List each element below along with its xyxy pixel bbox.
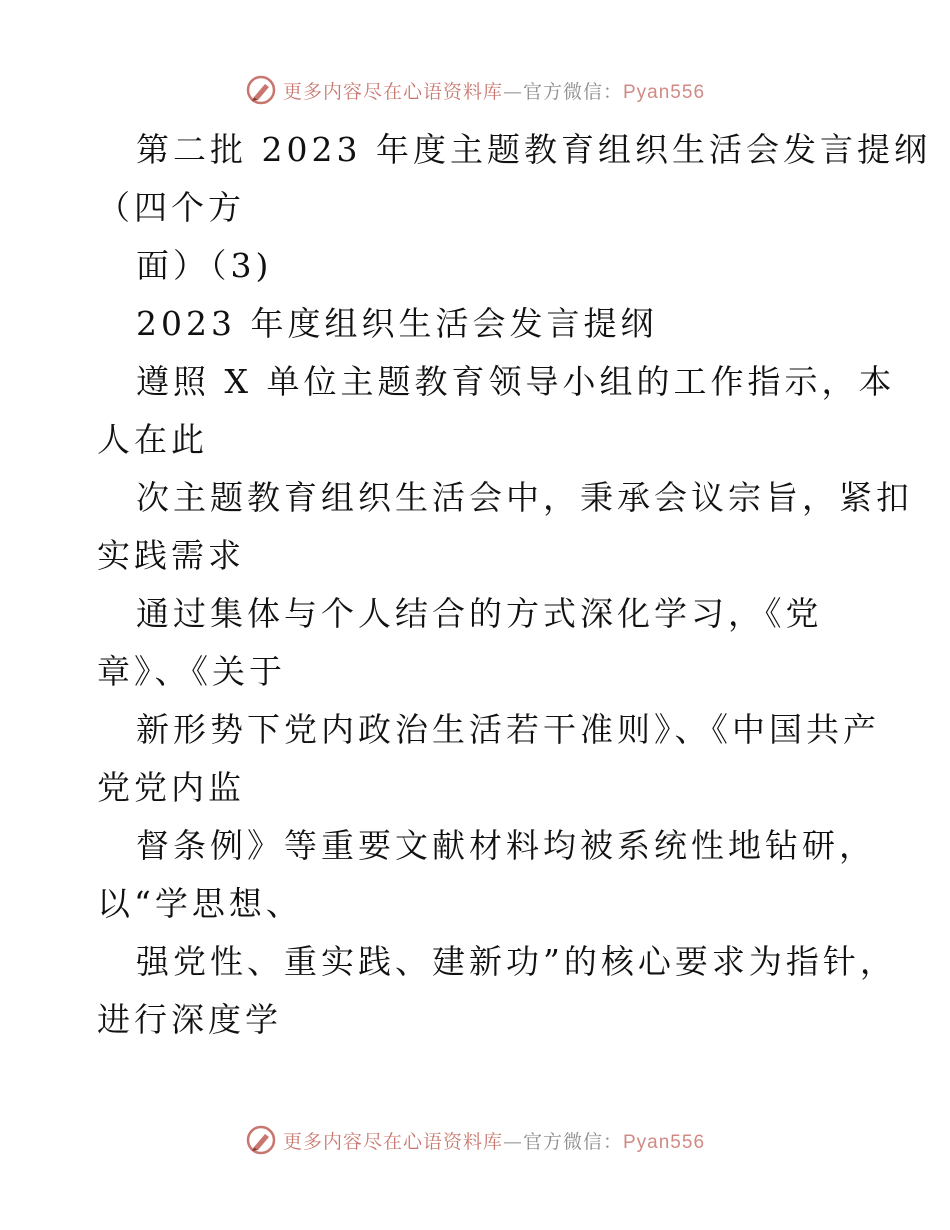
watermark-separator: — [502, 1130, 523, 1153]
watermark-label: 官方微信： [522, 1130, 623, 1153]
pen-logo-icon [245, 1124, 277, 1156]
footer-watermark [0, 1120, 950, 1160]
watermark-separator: — [502, 80, 523, 103]
pen-logo-icon [245, 74, 277, 106]
document-line: 遵照 X 单位主题教育领导小组的工作指示，本 [136, 362, 896, 401]
watermark-main-text: 更多内容尽在心语资料库 [282, 1130, 503, 1153]
document-line: 实践需求 [97, 536, 245, 575]
document-line: 次主题教育组织生活会中，秉承会议宗旨，紧扣 [136, 478, 913, 517]
watermark-wechat-id: Pyan556 [623, 1131, 706, 1153]
document-line: 进行深度学 [97, 1000, 282, 1039]
header-watermark [0, 70, 950, 110]
document-body [97, 121, 931, 1049]
watermark-main-text: 更多内容尽在心语资料库 [282, 80, 503, 103]
document-line: 督条例》等重要文献材料均被系统性地钻研， [136, 826, 876, 865]
watermark-text [283, 1127, 705, 1154]
document-line: 新形势下党内政治生活若干准则》、《中国共产 [136, 710, 880, 749]
watermark-text [283, 77, 705, 104]
watermark-wechat-id: Pyan556 [623, 81, 706, 103]
watermark-label: 官方微信： [522, 80, 623, 103]
document-line: 人在此 [97, 420, 208, 459]
document-line: 章》、《关于 [97, 652, 286, 691]
document-line: 通过集体与个人结合的方式深化学习，《党 [136, 594, 823, 633]
document-line: 以“学思想、 [97, 884, 303, 923]
document-line: 第二批 2023 年度主题教育组织生活会发言提纲 [136, 130, 931, 169]
document-line: 2023 年度组织生活会发言提纲 [136, 304, 658, 343]
document-line: 党党内监 [97, 768, 245, 807]
document-line: 面）（3) [136, 246, 273, 285]
document-line: 强党性、重实践、建新功”的核心要求为指针， [136, 942, 897, 981]
document-line: （四个方 [97, 188, 245, 227]
